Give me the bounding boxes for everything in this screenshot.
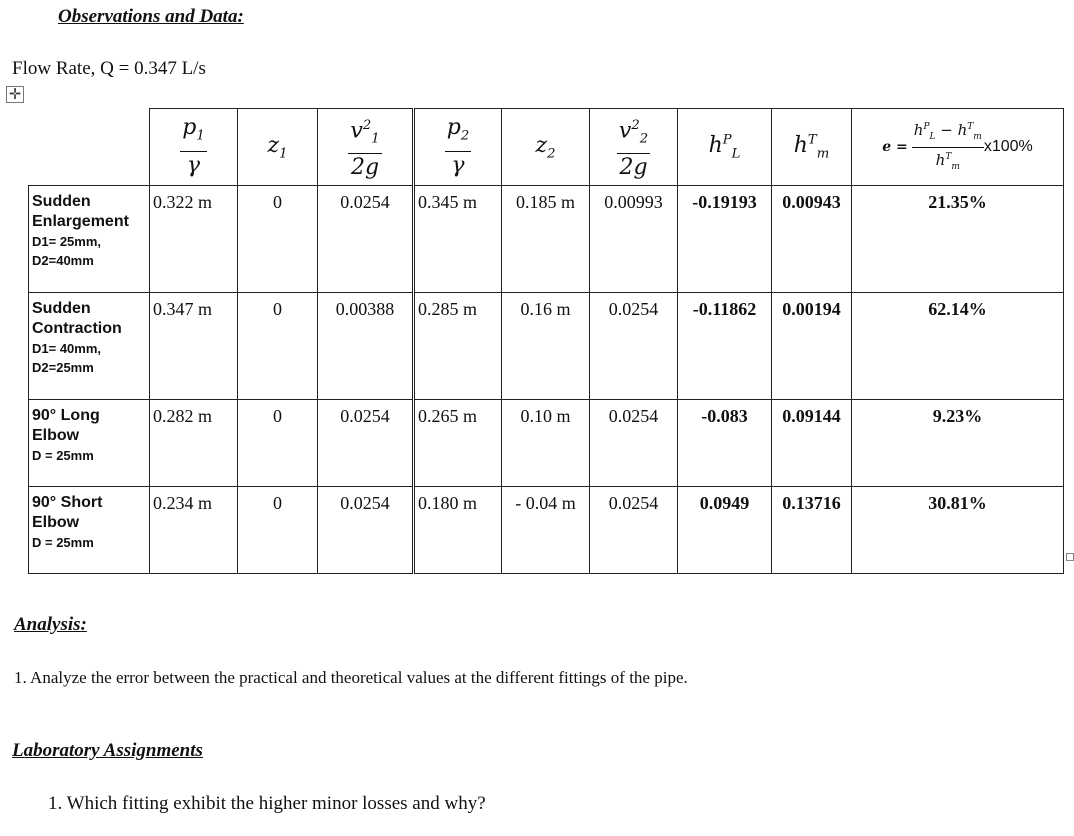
header-hl-practical: $h^P_L$ xyxy=(678,109,772,186)
cell-v2: 0.00993 xyxy=(590,186,678,293)
lab-assignments-heading: Laboratory Assignments xyxy=(12,740,203,761)
analysis-question: 1. Analyze the error between the practical and theoretical values at the different fittings of the pipe. xyxy=(14,668,688,687)
row-label: 90° Long Elbow D = 25mm xyxy=(29,400,150,487)
cell-p1: 0.322 m xyxy=(150,186,238,293)
cell-p1: 0.347 m xyxy=(150,293,238,400)
cell-hl-practical: -0.083 xyxy=(678,400,772,487)
row-label: 90° Short Elbow D = 25mm xyxy=(29,487,150,574)
move-icon[interactable]: ✛ xyxy=(6,86,24,103)
header-p1-gamma: $\frac{p_1}{\gamma}$ xyxy=(150,109,238,186)
cell-v1: 0.0254 xyxy=(318,487,414,574)
header-error-formula: e = $\frac{h^P_L - h^T_m}{h^T_m}$ x100% xyxy=(852,109,1064,186)
header-p2-gamma: $\frac{p_2}{\gamma}$ xyxy=(414,109,502,186)
cell-error: 21.35% xyxy=(852,186,1064,293)
header-hm-theoretical: $h^T_m$ xyxy=(772,109,852,186)
header-v1-squared-2g: $\frac{v^2_1}{2g}$ xyxy=(318,109,414,186)
header-v2-squared-2g: $\frac{v^2_2}{2g}$ xyxy=(590,109,678,186)
cell-hm-theoretical: 0.00943 xyxy=(772,186,852,293)
cell-z2: 0.10 m xyxy=(502,400,590,487)
cell-hm-theoretical: 0.13716 xyxy=(772,487,852,574)
cell-v1: 0.0254 xyxy=(318,186,414,293)
table-row xyxy=(29,487,1064,574)
cell-error: 30.81% xyxy=(852,487,1064,574)
observations-heading: Observations and Data: xyxy=(58,6,244,27)
table-row xyxy=(29,186,1064,293)
cell-error: 62.14% xyxy=(852,293,1064,400)
cell-p1: 0.282 m xyxy=(150,400,238,487)
table-header-row xyxy=(29,109,1064,186)
cell-p2: 0.345 m xyxy=(414,186,502,293)
cell-v2: 0.0254 xyxy=(590,293,678,400)
cell-v1: 0.00388 xyxy=(318,293,414,400)
table-resize-handle[interactable] xyxy=(1066,553,1074,561)
cell-hm-theoretical: 0.00194 xyxy=(772,293,852,400)
cell-v2: 0.0254 xyxy=(590,400,678,487)
table-row xyxy=(29,400,1064,487)
cell-z1: 0 xyxy=(238,487,318,574)
cell-z2: - 0.04 m xyxy=(502,487,590,574)
row-label: Sudden Enlargement D1= 25mm, D2=40mm xyxy=(29,186,150,293)
cell-z2: 0.185 m xyxy=(502,186,590,293)
header-z1: $z_1$ xyxy=(238,109,318,186)
cell-z2: 0.16 m xyxy=(502,293,590,400)
header-z2: $z_2$ xyxy=(502,109,590,186)
cell-v2: 0.0254 xyxy=(590,487,678,574)
cell-p2: 0.180 m xyxy=(414,487,502,574)
header-blank xyxy=(29,109,150,186)
observations-table xyxy=(28,108,1064,574)
flow-rate-text: Flow Rate, Q = 0.347 L/s xyxy=(12,58,206,79)
cell-p2: 0.285 m xyxy=(414,293,502,400)
cell-hl-practical: -0.11862 xyxy=(678,293,772,400)
table-row xyxy=(29,293,1064,400)
cell-hl-practical: -0.19193 xyxy=(678,186,772,293)
analysis-heading: Analysis: xyxy=(14,614,87,635)
cell-z1: 0 xyxy=(238,293,318,400)
cell-error: 9.23% xyxy=(852,400,1064,487)
lab-question: 1. Which fitting exhibit the higher minor losses and why? xyxy=(48,793,486,814)
cell-hm-theoretical: 0.09144 xyxy=(772,400,852,487)
row-label: Sudden Contraction D1= 40mm, D2=25mm xyxy=(29,293,150,400)
cell-hl-practical: 0.0949 xyxy=(678,487,772,574)
cell-z1: 0 xyxy=(238,400,318,487)
cell-p1: 0.234 m xyxy=(150,487,238,574)
cell-p2: 0.265 m xyxy=(414,400,502,487)
cell-v1: 0.0254 xyxy=(318,400,414,487)
cell-z1: 0 xyxy=(238,186,318,293)
